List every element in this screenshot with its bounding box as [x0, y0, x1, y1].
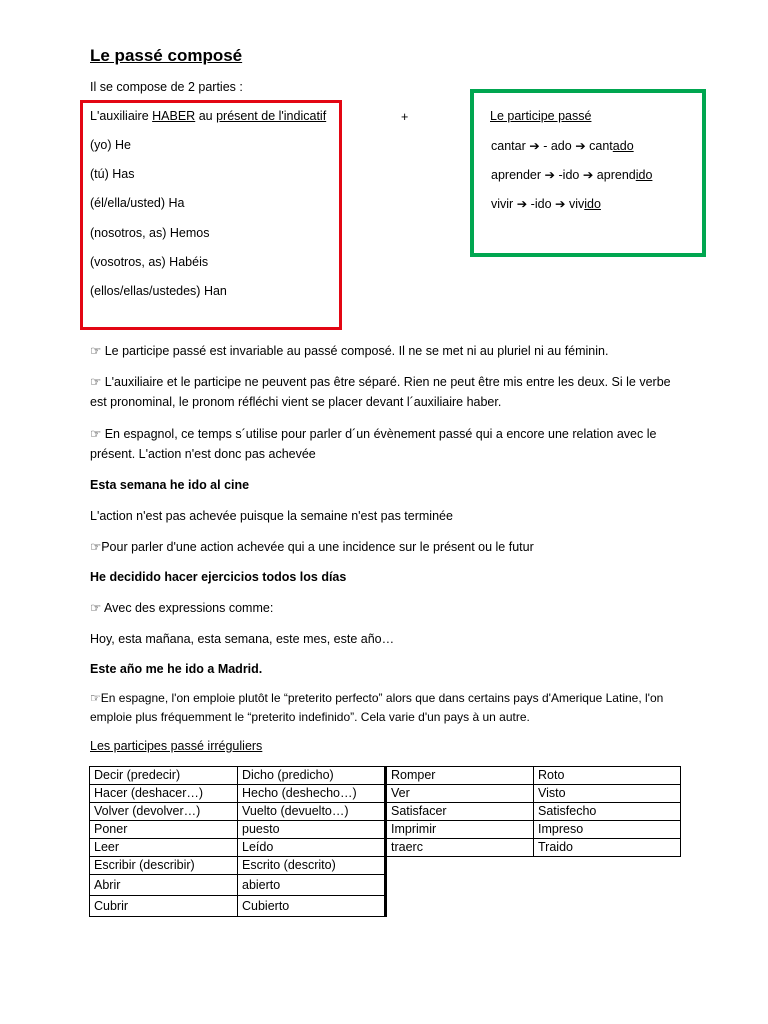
participle-stem: aprend — [596, 168, 636, 182]
table-cell: Escribir (describir) — [90, 857, 238, 875]
table-cell: Decir (predecir) — [90, 767, 238, 785]
participle-stem: viv — [568, 197, 585, 211]
example-sentence: He decidido hacer ejercicios todos los días — [90, 570, 347, 584]
participle-ending: - ado — [543, 139, 572, 153]
table-cell: Vuelto (devuelto…) — [238, 803, 386, 821]
table-cell: Volver (devolver…) — [90, 803, 238, 821]
table-row — [90, 821, 386, 839]
table-cell: Cubierto — [238, 896, 386, 917]
table-cell: Hacer (deshacer…) — [90, 785, 238, 803]
participle-row — [491, 196, 601, 211]
pointing-hand-icon: ☞ — [90, 601, 102, 615]
aux-row: (yo) He — [90, 138, 131, 152]
pointing-hand-icon: ☞ — [90, 540, 102, 554]
table-cell: Impreso — [534, 821, 681, 839]
participle-suffix: ido — [635, 168, 653, 182]
aux-heading-haber: HABER — [152, 109, 196, 123]
table-cell: Imprimir — [387, 821, 534, 839]
table-cell: Hecho (deshecho…) — [238, 785, 386, 803]
irregular-table-left — [89, 766, 387, 917]
table-cell: Dicho (predicho) — [238, 767, 386, 785]
participle-verb: aprender — [491, 168, 542, 182]
paragraph-text: En espagnol, ce temps s´utilise pour parler d´un évènement passé qui a encore une relation avec le présent. L'action n'est donc pas achevée — [90, 427, 657, 461]
bullet-paragraph — [90, 341, 690, 361]
bullet-paragraph — [90, 598, 690, 618]
participle-heading: Le participe passé — [490, 109, 592, 123]
participle-verb: vivir — [491, 197, 514, 211]
aux-row: (nosotros, as) Hemos — [90, 226, 210, 240]
bullet-paragraph — [90, 537, 690, 557]
table-cell: Leer — [90, 839, 238, 857]
participle-row — [491, 138, 634, 153]
table-row — [387, 785, 681, 803]
pointing-hand-icon: ☞ — [90, 375, 102, 389]
plus-sign: + — [401, 110, 409, 124]
page-title: Le passé composé — [90, 46, 243, 65]
aux-row: (él/ella/usted) Ha — [90, 196, 185, 210]
table-cell: Traido — [534, 839, 681, 857]
example-sentence: Esta semana he ido al cine — [90, 478, 250, 492]
table-row — [90, 896, 386, 917]
auxiliary-heading — [90, 109, 326, 123]
bullet-paragraph — [90, 689, 690, 727]
pointing-hand-icon: ☞ — [90, 427, 102, 441]
table-cell: Satisfecho — [534, 803, 681, 821]
participle-ending: -ido — [530, 197, 552, 211]
participle-ending: -ido — [558, 168, 580, 182]
table-cell: Satisfacer — [387, 803, 534, 821]
paragraph-text: L'auxiliaire et le participe ne peuvent pas être séparé. Rien ne peut être mis entre les deux. Si le verbe est pronominal, le pronom réfléchi vient se placer devant l´auxiliaire haber. — [90, 375, 671, 409]
arrow-icon: ➔ — [516, 197, 528, 211]
table-row — [90, 875, 386, 896]
aux-row: (ellos/ellas/ustedes) Han — [90, 284, 227, 298]
table-row — [387, 839, 681, 857]
irregular-table-right — [386, 766, 681, 857]
irregular-heading: Les participes passé irréguliers — [90, 739, 263, 753]
participle-suffix: ido — [584, 197, 601, 211]
table-cell: Poner — [90, 821, 238, 839]
aux-row: (vosotros, as) Habéis — [90, 255, 209, 269]
arrow-icon: ➔ — [529, 139, 540, 153]
bullet-paragraph — [90, 372, 690, 412]
pointing-hand-icon: ☞ — [90, 344, 102, 358]
table-row — [90, 803, 386, 821]
table-row — [90, 839, 386, 857]
aux-row: (tú) Has — [90, 167, 135, 181]
table-cell: Ver — [387, 785, 534, 803]
table-cell: Roto — [534, 767, 681, 785]
paragraph-text: En espagne, l'on emploie plutôt le “preterito perfecto” alors que dans certains pays d'Amerique Latine, l'on emploie plus fréquemment le “preterito indefinido”. Cela varie d'un pays à un autre. — [90, 691, 664, 724]
table-cell: Visto — [534, 785, 681, 803]
table-cell: Escrito (descrito) — [238, 857, 386, 875]
bullet-paragraph — [90, 424, 690, 464]
aux-heading-mid: au — [195, 109, 217, 123]
table-cell: Cubrir — [90, 896, 238, 917]
arrow-icon: ➔ — [575, 139, 586, 153]
table-row — [90, 785, 386, 803]
participle-row — [491, 167, 652, 182]
table-cell: Romper — [387, 767, 534, 785]
table-row — [387, 767, 681, 785]
participle-suffix: ado — [612, 139, 634, 153]
participle-verb: cantar — [491, 139, 526, 153]
aux-heading-tense: présent de l'indicatif — [216, 109, 327, 123]
paragraph-text: Hoy, esta mañana, esta semana, este mes, este año… — [90, 632, 395, 646]
arrow-icon: ➔ — [555, 197, 566, 211]
participle-stem: cant — [589, 139, 613, 153]
table-cell: puesto — [238, 821, 386, 839]
table-row — [90, 857, 386, 875]
aux-heading-pre: L'auxiliaire — [90, 109, 153, 123]
paragraph-text: Pour parler d'une action achevée qui a une incidence sur le présent ou le futur — [101, 540, 534, 554]
table-row — [387, 803, 681, 821]
paragraph-text: Le participe passé est invariable au passé composé. Il ne se met ni au pluriel ni au féminin. — [104, 344, 609, 358]
arrow-icon: ➔ — [544, 168, 556, 182]
pointing-hand-icon: ☞ — [90, 691, 101, 705]
table-cell: Abrir — [90, 875, 238, 896]
intro-text: Il se compose de 2 parties : — [90, 80, 243, 94]
paragraph-text: Avec des expressions comme: — [104, 601, 274, 615]
example-sentence: Este año me he ido a Madrid. — [90, 662, 263, 676]
table-cell: traerc — [387, 839, 534, 857]
arrow-icon: ➔ — [582, 168, 594, 182]
table-row — [387, 821, 681, 839]
table-cell: Leído — [238, 839, 386, 857]
table-row — [90, 767, 386, 785]
table-cell: abierto — [238, 875, 386, 896]
paragraph-text: L'action n'est pas achevée puisque la semaine n'est pas terminée — [90, 509, 453, 523]
